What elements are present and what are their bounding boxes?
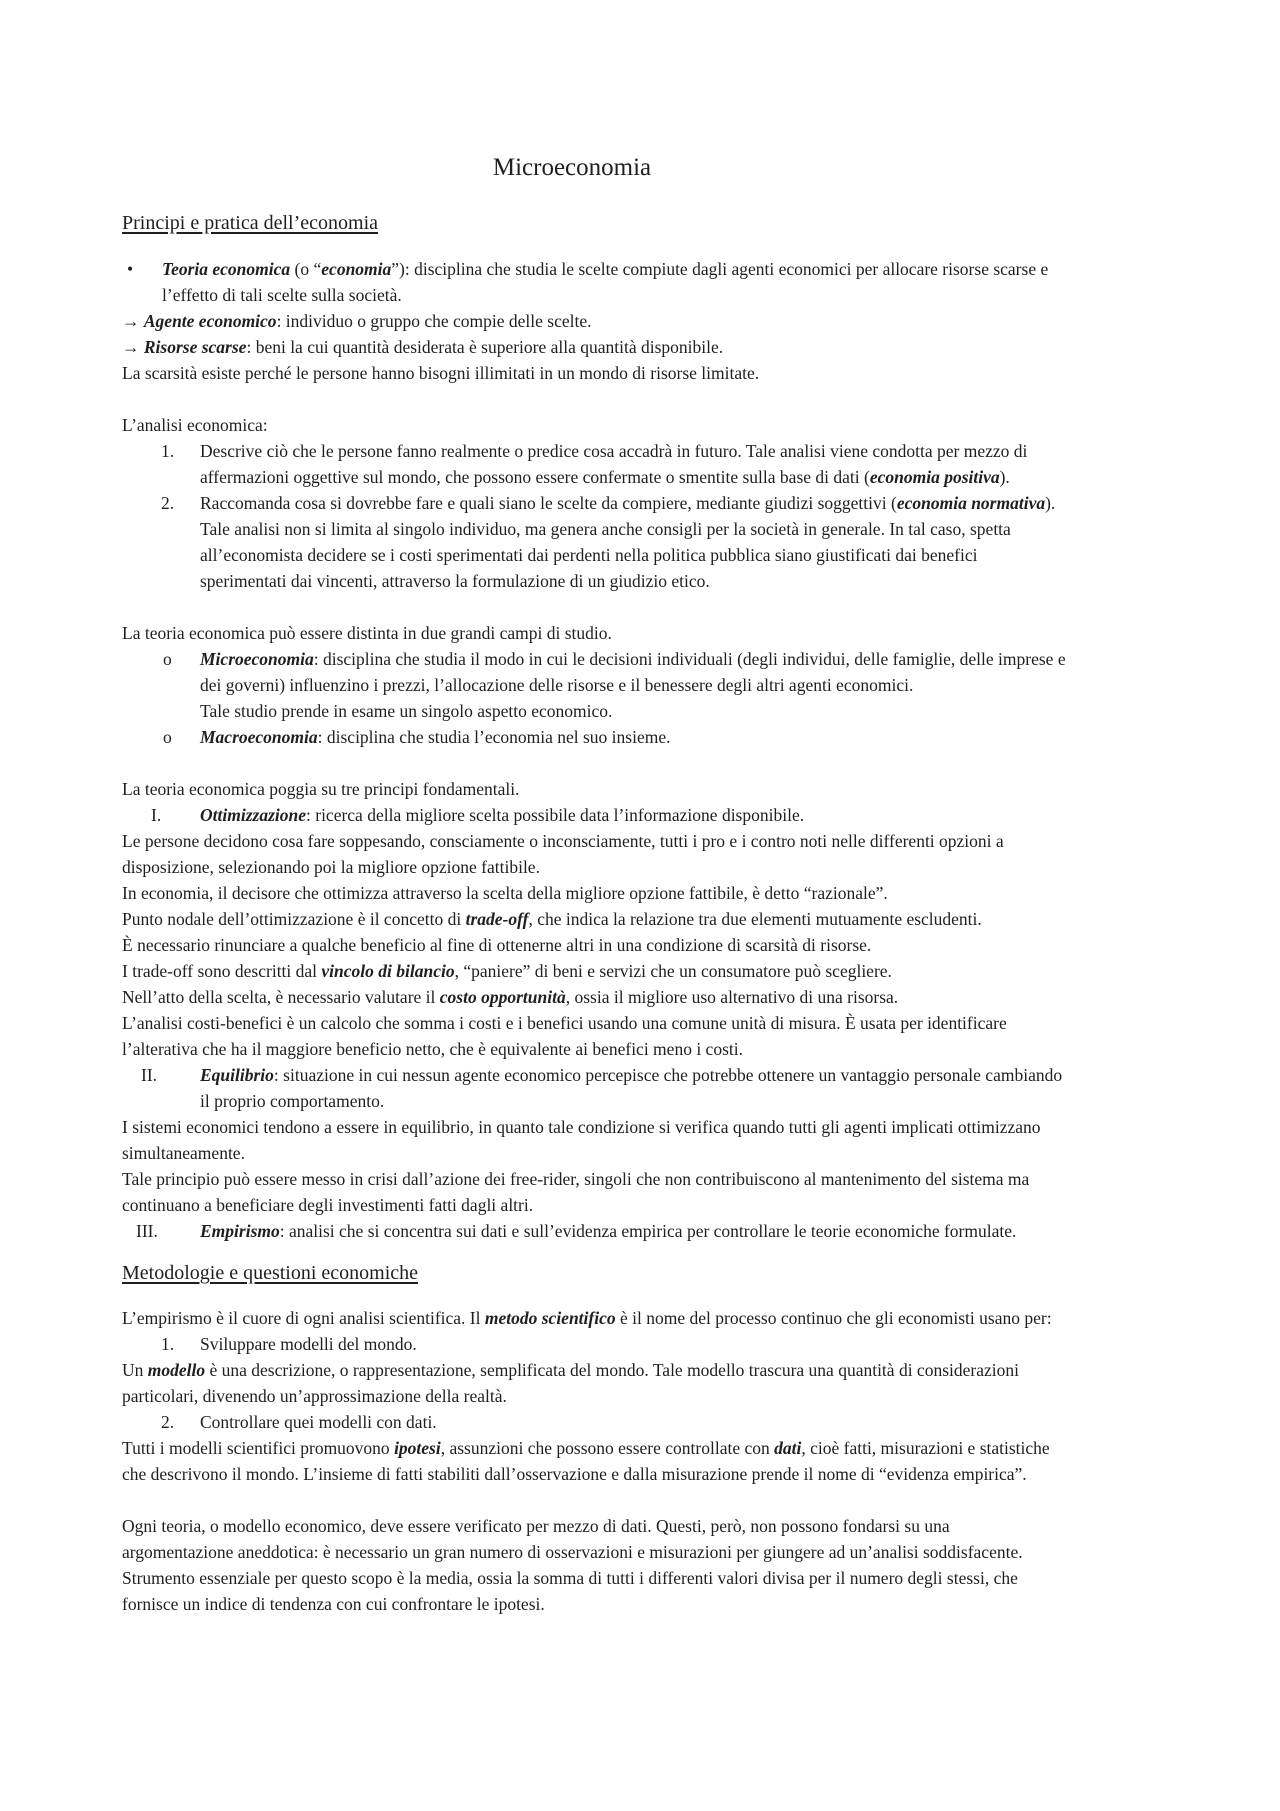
bullet-marker: •	[127, 259, 134, 279]
step-line: Controllare quei modelli con dati.	[200, 1412, 437, 1432]
step-line: Sviluppare modelli del mondo.	[200, 1334, 417, 1354]
paragraph-line: L’empirismo è il cuore di ogni analisi scientifica. Il metodo scientifico è il nome del processo continuo che gli economisti usano per:	[122, 1308, 1052, 1328]
paragraph-line: Punto nodale dell’ottimizzazione è il concetto di trade-off, che indica la relazione tra due elementi mutuamente escludenti.	[122, 909, 982, 929]
paragraph-line: Un modello è una descrizione, o rappresentazione, semplificata del mondo. Tale modello trascura una quantità di considerazioni	[122, 1360, 1019, 1380]
campi-intro: La teoria economica può essere distinta in due grandi campi di studio.	[122, 623, 612, 643]
agente-line: → Agente economico: individuo o gruppo che compie delle scelte.	[122, 311, 592, 331]
item2-line-2: Tale analisi non si limita al singolo individuo, ma genera anche consigli per la società in generale. In tal caso, spetta	[200, 519, 1011, 539]
equilibrio-line-1: Equilibrio: situazione in cui nessun agente economico percepisce che potrebbe ottenere un vantaggio personale cambiando	[200, 1065, 1063, 1085]
teoria-line-1: Teoria economica (o “economia”): disciplina che studia le scelte compiute dagli agenti economici per allocare risorse scarse e	[162, 259, 1049, 279]
principi-intro: La teoria economica poggia su tre principi fondamentali.	[122, 779, 520, 799]
empirismo-line: Empirismo: analisi che si concentra sui dati e sull’evidenza empirica per controllare le teorie economiche formulate.	[200, 1221, 1017, 1241]
paragraph-line: particolari, divenendo un’approssimazione della realtà.	[122, 1386, 507, 1406]
paragraph-line: disposizione, selezionando poi la migliore opzione fattibile.	[122, 857, 540, 877]
paragraph-line: Strumento essenziale per questo scopo è la media, ossia la somma di tutti i differenti valori divisa per il numero degli stessi, che	[122, 1568, 1018, 1588]
item1-line-1: Descrive ciò che le persone fanno realmente o predice cosa accadrà in futuro. Tale analisi viene condotta per mezzo di	[200, 441, 1028, 461]
roman-numeral: III.	[136, 1221, 158, 1241]
scarsita-line: La scarsità esiste perché le persone hanno bisogni illimitati in un mondo di risorse limitate.	[122, 363, 760, 383]
paragraph-line: Tutti i modelli scientifici promuovono ipotesi, assunzioni che possono essere controllate con dati, cioè fatti, misurazioni e statistiche	[122, 1438, 1050, 1458]
paragraph-line: Nell’atto della scelta, è necessario valutare il costo opportunità, ossia il migliore uso alternativo di una risorsa.	[122, 987, 899, 1007]
paragraph-line: fornisce un indice di tendenza con cui confrontare le ipotesi.	[122, 1594, 545, 1614]
macro-line: Macroeconomia: disciplina che studia l’economia nel suo insieme.	[200, 727, 671, 747]
section-heading-principi: Principi e pratica dell’economia	[122, 212, 379, 234]
paragraph-line: Ogni teoria, o modello economico, deve essere verificato per mezzo di dati. Questi, però, non possono fondarsi su una	[122, 1516, 950, 1536]
list-number: 1.	[161, 1334, 175, 1354]
paragraph-line: l’alterativa che ha il maggiore beneficio netto, che è equivalente ai benefici meno i costi.	[122, 1039, 743, 1059]
roman-numeral: I.	[151, 805, 162, 825]
item2-line-4: sperimentati dai vincenti, attraverso la formulazione di un giudizio etico.	[200, 571, 710, 591]
micro-line-3: Tale studio prende in esame un singolo aspetto economico.	[200, 701, 613, 721]
paragraph-line: I trade-off sono descritti dal vincolo di bilancio, “paniere” di beni e servizi che un consumatore può scegliere.	[122, 961, 892, 981]
paragraph-line: L’analisi costi-benefici è un calcolo che somma i costi e i benefici usando una comune unità di misura. È usata per identificare	[122, 1013, 1007, 1033]
micro-line-2: dei governi) influenzino i prezzi, l’allocazione delle risorse e il benessere degli altri agenti economici.	[200, 675, 914, 695]
section-heading-metodologie: Metodologie e questioni economiche	[122, 1262, 419, 1284]
risorse-line: → Risorse scarse: beni la cui quantità desiderata è superiore alla quantità disponibile.	[122, 337, 724, 357]
teoria-line-2: l’effetto di tali scelte sulla società.	[162, 285, 402, 305]
paragraph-line: Le persone decidono cosa fare soppesando, consciamente o inconsciamente, tutti i pro e i contro noti nelle differenti opzioni a	[122, 831, 1004, 851]
analisi-intro: L’analisi economica:	[122, 415, 268, 435]
list-number: 1.	[161, 441, 175, 461]
equilibrio-line-2: il proprio comportamento.	[200, 1091, 385, 1111]
item1-line-2: affermazioni oggettive sul mondo, che possono essere confermate o smentite sulla base di dati (economia positiva).	[200, 467, 1010, 487]
micro-line-1: Microeconomia: disciplina che studia il modo in cui le decisioni individuali (degli individui, delle famiglie, delle imprese e	[200, 649, 1066, 669]
ottimizzazione-line: Ottimizzazione: ricerca della migliore scelta possibile data l’informazione disponibile.	[200, 805, 805, 825]
paragraph-line: I sistemi economici tendono a essere in equilibrio, in quanto tale condizione si verifica quando tutti gli agenti implicati ottimizzano	[122, 1117, 1041, 1137]
paragraph-line: Tale principio può essere messo in crisi dall’azione dei free-rider, singoli che non contribuiscono al mantenimento del sistema ma	[122, 1169, 1030, 1189]
list-number: 2.	[161, 493, 175, 513]
paragraph-line: che descrivono il mondo. L’insieme di fatti stabiliti dall’osservazione e dalla misurazione prende il nome di “evidenza empirica”.	[122, 1464, 1027, 1484]
item2-line-1: Raccomanda cosa si dovrebbe fare e quali siano le scelte da compiere, mediante giudizi soggettivi (economia normativa).	[200, 493, 1056, 513]
list-marker-o: o	[163, 727, 172, 747]
paragraph-line: simultaneamente.	[122, 1143, 245, 1163]
paragraph-line: argomentazione aneddotica: è necessario un gran numero di osservazioni e misurazioni per giungere ad un’analisi soddisfacente.	[122, 1542, 1023, 1562]
item2-line-3: all’economista decidere se i costi sperimentati dai perdenti nella politica pubblica siano giustificati dai benefici	[200, 545, 978, 565]
paragraph-line: continuano a beneficiare degli investimenti fatti dagli altri.	[122, 1195, 534, 1215]
list-number: 2.	[161, 1412, 175, 1432]
paragraph-line: È necessario rinunciare a qualche beneficio al fine di ottenerne altri in una condizione di scarsità di risorse.	[122, 935, 872, 955]
list-marker-o: o	[163, 649, 172, 669]
paragraph-line: In economia, il decisore che ottimizza attraverso la scelta della migliore opzione fattibile, è detto “razionale”.	[122, 883, 888, 903]
page-title: Microeconomia	[492, 154, 652, 181]
roman-numeral: II.	[141, 1065, 158, 1085]
